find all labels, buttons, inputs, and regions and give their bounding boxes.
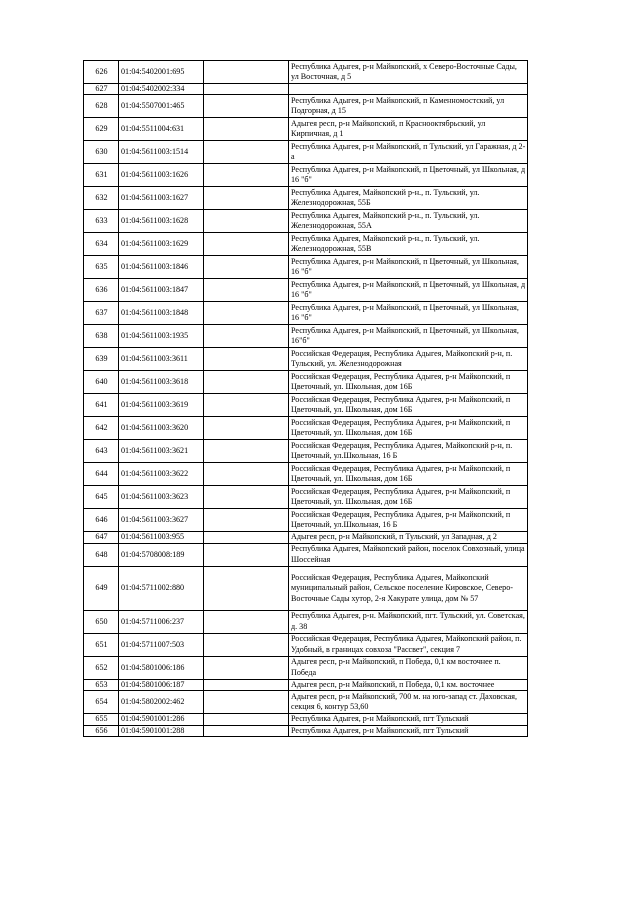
table-row bbox=[84, 679, 528, 690]
cadastral-number: 01:04:5611003:3618 bbox=[119, 371, 204, 394]
row-number: 650 bbox=[84, 610, 119, 633]
row-number: 644 bbox=[84, 463, 119, 486]
table-row bbox=[84, 256, 528, 279]
empty-cell bbox=[204, 348, 289, 371]
address-cell: Республика Адыгея, р-н Майкопский, п Цветочный, ул Школьная, 16 "б" bbox=[289, 302, 528, 325]
row-number: 653 bbox=[84, 679, 119, 690]
row-number: 647 bbox=[84, 532, 119, 543]
row-number: 627 bbox=[84, 84, 119, 95]
cadastral-number: 01:04:5611003:1935 bbox=[119, 325, 204, 348]
address-cell: Республика Адыгея, р-н Майкопский, пгт Тульский bbox=[289, 714, 528, 725]
address-cell: Адыгея респ, р-н Майкопский, п Тульский, ул Западная, д 2 bbox=[289, 532, 528, 543]
empty-cell bbox=[204, 210, 289, 233]
address-cell: Адыгея респ, р-н Майкопский, 700 м. на юго-запад ст. Даховская, секция 6, контур 53,60 bbox=[289, 691, 528, 714]
table-row bbox=[84, 691, 528, 714]
address-cell: Республика Адыгея, р-н. Майкопский, пгт. Тульский, ул. Советская, д. 38 bbox=[289, 610, 528, 633]
table-row bbox=[84, 164, 528, 187]
cadastral-number: 01:04:5611003:1846 bbox=[119, 256, 204, 279]
row-number: 638 bbox=[84, 325, 119, 348]
empty-cell bbox=[204, 279, 289, 302]
cadastral-number: 01:04:5801006:187 bbox=[119, 679, 204, 690]
address-cell: Российская Федерация, Республика Адыгея, р-н Майкопский, п Цветочный, ул. Школьная, дом 16Б bbox=[289, 486, 528, 509]
row-number: 649 bbox=[84, 566, 119, 610]
table-row bbox=[84, 509, 528, 532]
table-row bbox=[84, 440, 528, 463]
cadastral-number: 01:04:5611003:3620 bbox=[119, 417, 204, 440]
address-cell: Республика Адыгея, р-н Майкопский, п Цветочный, ул Школьная, 16"б" bbox=[289, 325, 528, 348]
table-row bbox=[84, 394, 528, 417]
address-cell: Российская Федерация, Республика Адыгея, р-н Майкопский, п Цветочный, ул. Школьная, дом 16Б bbox=[289, 417, 528, 440]
cadastral-number: 01:04:5611003:3622 bbox=[119, 463, 204, 486]
address-cell: Адыгея респ, р-н Майкопский, п Победа, 0,1 км восточнее п. Победа bbox=[289, 656, 528, 679]
row-number: 632 bbox=[84, 187, 119, 210]
address-cell: Республика Адыгея, Майкопский р-н., п. Тульский, ул. Железнодорожная, 55В bbox=[289, 233, 528, 256]
address-cell: Республика Адыгея, Майкопский район, поселок Совхозный, улица Шоссейная bbox=[289, 543, 528, 566]
row-number: 642 bbox=[84, 417, 119, 440]
cadastral-number: 01:04:5611003:3621 bbox=[119, 440, 204, 463]
row-number: 645 bbox=[84, 486, 119, 509]
cadastral-number: 01:04:5901001:288 bbox=[119, 725, 204, 736]
row-number: 636 bbox=[84, 279, 119, 302]
cadastral-number: 01:04:5611003:1627 bbox=[119, 187, 204, 210]
row-number: 626 bbox=[84, 61, 119, 84]
address-cell: Российская Федерация, Республика Адыгея, р-н Майкопский, п Цветочный, ул. Школьная, дом 16Б bbox=[289, 371, 528, 394]
address-cell: Адыгея респ, р-н Майкопский, п Победа, 0,1 км. восточнее bbox=[289, 679, 528, 690]
row-number: 655 bbox=[84, 714, 119, 725]
table-row bbox=[84, 486, 528, 509]
empty-cell bbox=[204, 566, 289, 610]
table-row bbox=[84, 84, 528, 95]
empty-cell bbox=[204, 440, 289, 463]
cadastral-number: 01:04:5611003:1514 bbox=[119, 141, 204, 164]
address-cell: Республика Адыгея, р-н Майкопский, п Цветочный, ул Школьная, д 16 "б" bbox=[289, 279, 528, 302]
address-cell: Российская Федерация, Республика Адыгея, р-н Майкопский, п Цветочный, ул. Школьная, дом 16Б bbox=[289, 394, 528, 417]
empty-cell bbox=[204, 633, 289, 656]
table-row bbox=[84, 95, 528, 118]
empty-cell bbox=[204, 679, 289, 690]
address-cell: Российская Федерация, Республика Адыгея, Майкопский р-н, п. Тульский, ул. Железнодорожная bbox=[289, 348, 528, 371]
cadastral-number: 01:04:5611003:1848 bbox=[119, 302, 204, 325]
cadastral-number: 01:04:5711007:503 bbox=[119, 633, 204, 656]
table-row bbox=[84, 532, 528, 543]
table-row bbox=[84, 61, 528, 84]
row-number: 630 bbox=[84, 141, 119, 164]
row-number: 640 bbox=[84, 371, 119, 394]
empty-cell bbox=[204, 302, 289, 325]
empty-cell bbox=[204, 141, 289, 164]
address-cell: Российская Федерация, Республика Адыгея, р-н Майкопский, п Цветочный, ул.Школьная, 16 Б bbox=[289, 509, 528, 532]
empty-cell bbox=[204, 714, 289, 725]
empty-cell bbox=[204, 325, 289, 348]
cadastral-number: 01:04:5511004:631 bbox=[119, 118, 204, 141]
address-cell: Республика Адыгея, р-н Майкопский, п Цветочный, ул Школьная, 16 "б" bbox=[289, 256, 528, 279]
cadastral-number: 01:04:5801006:186 bbox=[119, 656, 204, 679]
empty-cell bbox=[204, 61, 289, 84]
cadastral-number: 01:04:5711006:237 bbox=[119, 610, 204, 633]
address-cell: Российская Федерация, Республика Адыгея, р-н Майкопский, п Цветочный, ул. Школьная, дом 16Б bbox=[289, 463, 528, 486]
row-number: 635 bbox=[84, 256, 119, 279]
empty-cell bbox=[204, 543, 289, 566]
row-number: 629 bbox=[84, 118, 119, 141]
table-row bbox=[84, 543, 528, 566]
table-row bbox=[84, 187, 528, 210]
registry-table-body bbox=[84, 61, 528, 737]
cadastral-number: 01:04:5802002:462 bbox=[119, 691, 204, 714]
row-number: 646 bbox=[84, 509, 119, 532]
row-number: 641 bbox=[84, 394, 119, 417]
address-cell: Республика Адыгея, Майкопский р-н., п. Тульский, ул. Железнодорожная, 55А bbox=[289, 210, 528, 233]
empty-cell bbox=[204, 256, 289, 279]
table-row bbox=[84, 210, 528, 233]
empty-cell bbox=[204, 118, 289, 141]
table-row bbox=[84, 610, 528, 633]
row-number: 639 bbox=[84, 348, 119, 371]
cadastral-number: 01:04:5711002:880 bbox=[119, 566, 204, 610]
table-row bbox=[84, 279, 528, 302]
table-row bbox=[84, 656, 528, 679]
empty-cell bbox=[204, 463, 289, 486]
row-number: 637 bbox=[84, 302, 119, 325]
row-number: 654 bbox=[84, 691, 119, 714]
empty-cell bbox=[204, 394, 289, 417]
address-cell: Республика Адыгея, р-н Майкопский, х Северо-Восточные Сады, ул Восточная, д 5 bbox=[289, 61, 528, 84]
table-row bbox=[84, 633, 528, 656]
empty-cell bbox=[204, 187, 289, 210]
row-number: 634 bbox=[84, 233, 119, 256]
table-row bbox=[84, 302, 528, 325]
cadastral-number: 01:04:5611003:1628 bbox=[119, 210, 204, 233]
table-row bbox=[84, 566, 528, 610]
cadastral-number: 01:04:5611003:1629 bbox=[119, 233, 204, 256]
table-row bbox=[84, 371, 528, 394]
empty-cell bbox=[204, 509, 289, 532]
row-number: 643 bbox=[84, 440, 119, 463]
cadastral-number: 01:04:5402001:695 bbox=[119, 61, 204, 84]
cadastral-number: 01:04:5611003:1626 bbox=[119, 164, 204, 187]
address-cell: Республика Адыгея, р-н Майкопский, п Цветочный, ул Школьная, д 16 "б" bbox=[289, 164, 528, 187]
table-row bbox=[84, 714, 528, 725]
empty-cell bbox=[204, 610, 289, 633]
cadastral-number: 01:04:5402002:334 bbox=[119, 84, 204, 95]
address-cell: Российская Федерация, Республика Адыгея, Майкопский район, п. Удобный, в границах совхоза "Рассвет", секция 7 bbox=[289, 633, 528, 656]
table-row bbox=[84, 118, 528, 141]
empty-cell bbox=[204, 417, 289, 440]
cadastral-number: 01:04:5507001:465 bbox=[119, 95, 204, 118]
row-number: 631 bbox=[84, 164, 119, 187]
table-row bbox=[84, 348, 528, 371]
cadastral-number: 01:04:5611003:3619 bbox=[119, 394, 204, 417]
empty-cell bbox=[204, 164, 289, 187]
table-row bbox=[84, 725, 528, 736]
row-number: 633 bbox=[84, 210, 119, 233]
empty-cell bbox=[204, 371, 289, 394]
cadastral-number: 01:04:5708008:189 bbox=[119, 543, 204, 566]
address-cell bbox=[289, 84, 528, 95]
address-cell: Республика Адыгея, р-н Майкопский, п Каменномостский, ул Подгорная, д 15 bbox=[289, 95, 528, 118]
empty-cell bbox=[204, 95, 289, 118]
empty-cell bbox=[204, 656, 289, 679]
address-cell: Адыгея респ, р-н Майкопский, п Краснооктябрьский, ул Кирпичная, д 1 bbox=[289, 118, 528, 141]
cadastral-number: 01:04:5611003:3611 bbox=[119, 348, 204, 371]
address-cell: Республика Адыгея, Майкопский р-н., п. Тульский, ул. Железнодорожная, 55Б bbox=[289, 187, 528, 210]
row-number: 648 bbox=[84, 543, 119, 566]
row-number: 651 bbox=[84, 633, 119, 656]
address-cell: Российская Федерация, Республика Адыгея, Майкопский муниципальный район, Сельское поселение Кировское, Северо-Восточные Сады хутор, 2-я Хакурате улица, дом № 57 bbox=[289, 566, 528, 610]
address-cell: Российская Федерация, Республика Адыгея, Майкопский р-н, п. Цветочный, ул.Школьная, 16 Б bbox=[289, 440, 528, 463]
empty-cell bbox=[204, 233, 289, 256]
address-cell: Республика Адыгея, р-н Майкопский, пгт Тульский bbox=[289, 725, 528, 736]
cadastral-number: 01:04:5901001:286 bbox=[119, 714, 204, 725]
cadastral-number: 01:04:5611003:3627 bbox=[119, 509, 204, 532]
table-row bbox=[84, 325, 528, 348]
table-row bbox=[84, 463, 528, 486]
row-number: 652 bbox=[84, 656, 119, 679]
address-cell: Республика Адыгея, р-н Майкопский, п Тульский, ул Гаражная, д 2-а bbox=[289, 141, 528, 164]
row-number: 628 bbox=[84, 95, 119, 118]
empty-cell bbox=[204, 84, 289, 95]
cadastral-registry-table bbox=[83, 60, 528, 737]
cadastral-number: 01:04:5611003:1847 bbox=[119, 279, 204, 302]
cadastral-number: 01:04:5611003:955 bbox=[119, 532, 204, 543]
cadastral-number: 01:04:5611003:3623 bbox=[119, 486, 204, 509]
empty-cell bbox=[204, 486, 289, 509]
empty-cell bbox=[204, 691, 289, 714]
table-row bbox=[84, 233, 528, 256]
empty-cell bbox=[204, 532, 289, 543]
empty-cell bbox=[204, 725, 289, 736]
row-number: 656 bbox=[84, 725, 119, 736]
table-row bbox=[84, 417, 528, 440]
table-row bbox=[84, 141, 528, 164]
